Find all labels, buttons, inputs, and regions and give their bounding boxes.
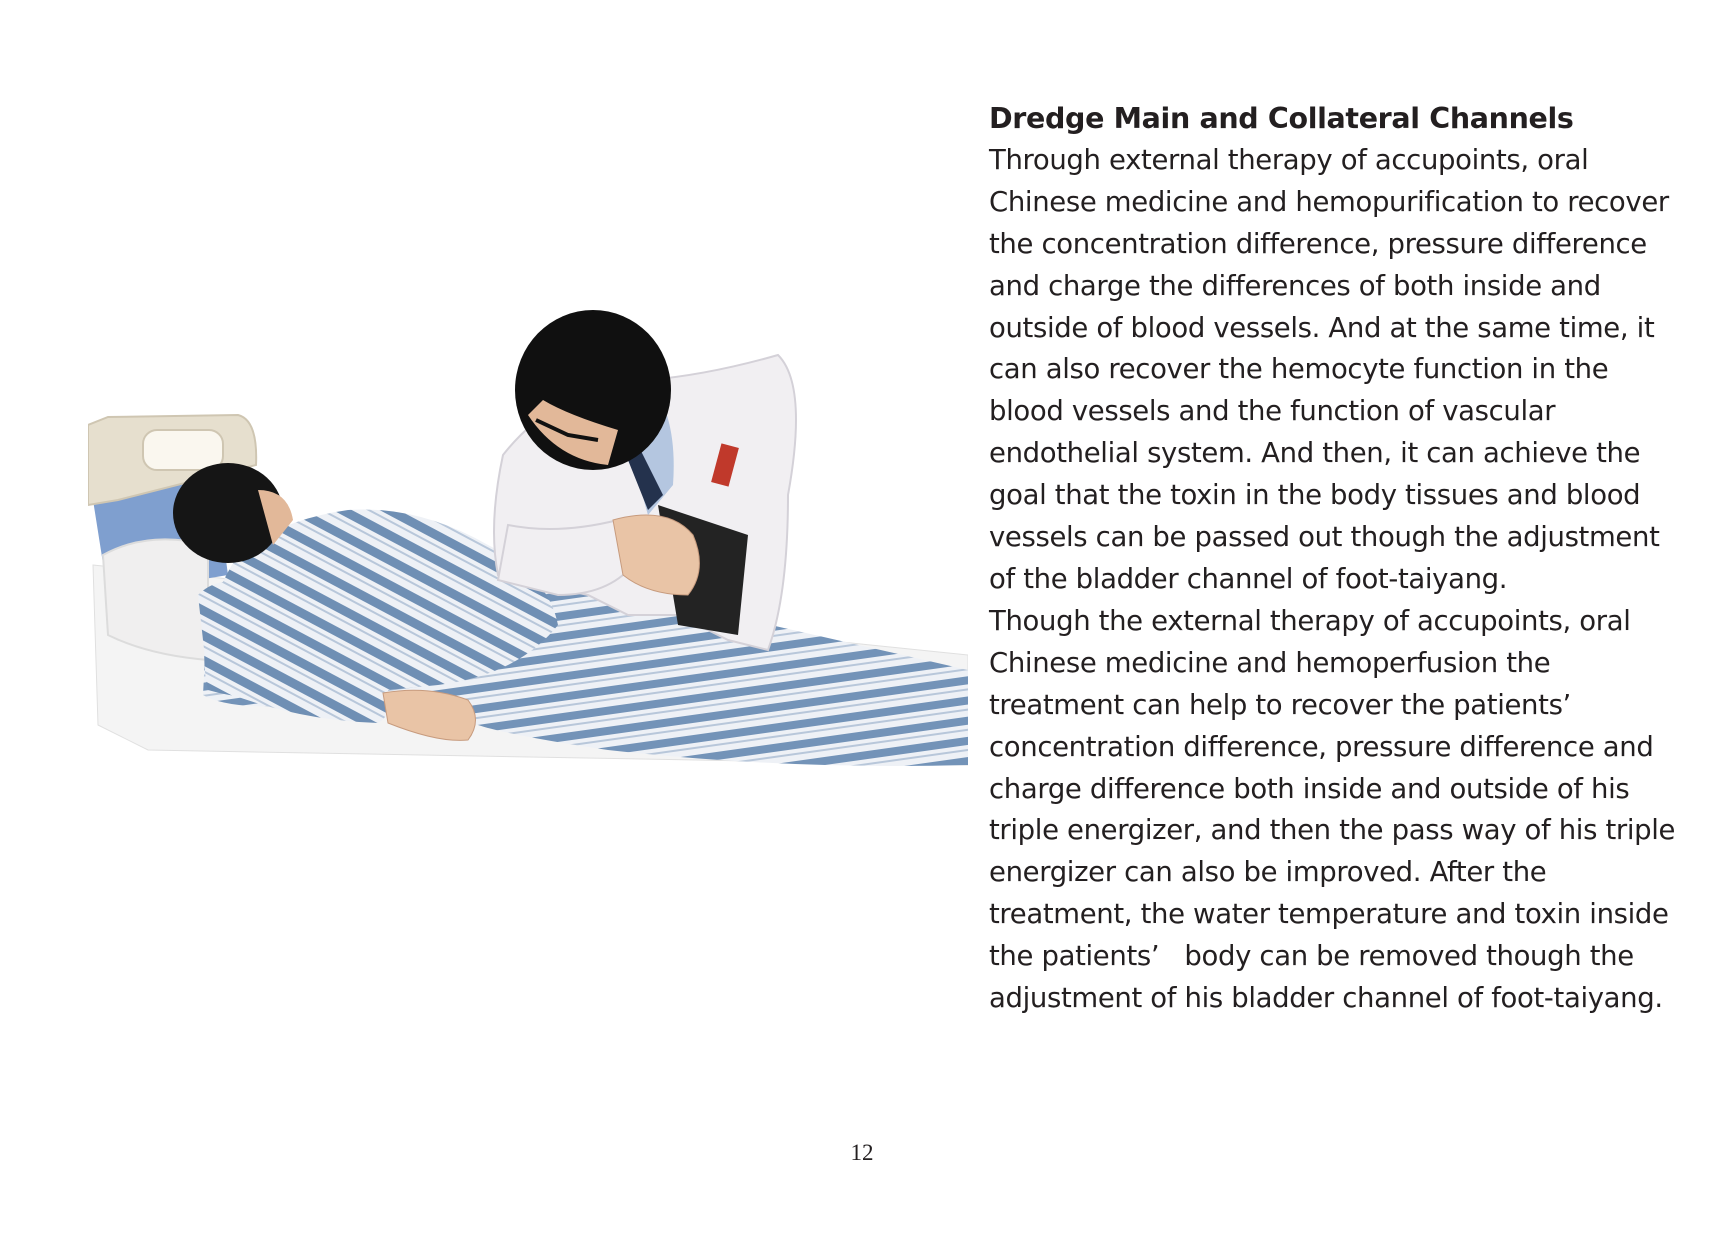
doctor-examining-patient-photo — [88, 295, 968, 855]
body-paragraph-2: Though the external therapy of accupoints, oral Chinese medicine and hemoperfusion the treatment can help to recover the patients’ concentration difference, pressure difference and charge difference both inside and outside of his triple energizer, and then the pass way of his triple energizer can also be improved. After the treatment, the water temperature and toxin inside the patients’ body can be removed though the adjustment of his bladder channel of foot-taiyang. — [989, 604, 1684, 1015]
text-column — [989, 98, 1684, 1020]
body-paragraph-1: Through external therapy of accupoints, oral Chinese medicine and hemopurification to recover the concentration difference, pressure difference and charge the differences of both inside and outside of blood vessels. And at the same time, it can also recover the hemocyte function in the blood vessels and the function of vascular endothelial system. And then, it can achieve the goal that the toxin in the body tissues and blood vessels can be passed out though the adjustment of the bladder channel of foot-taiyang. — [989, 143, 1678, 595]
section-heading: Dredge Main and Collateral Channels — [989, 102, 1574, 135]
page-number: 12 — [850, 1140, 874, 1165]
